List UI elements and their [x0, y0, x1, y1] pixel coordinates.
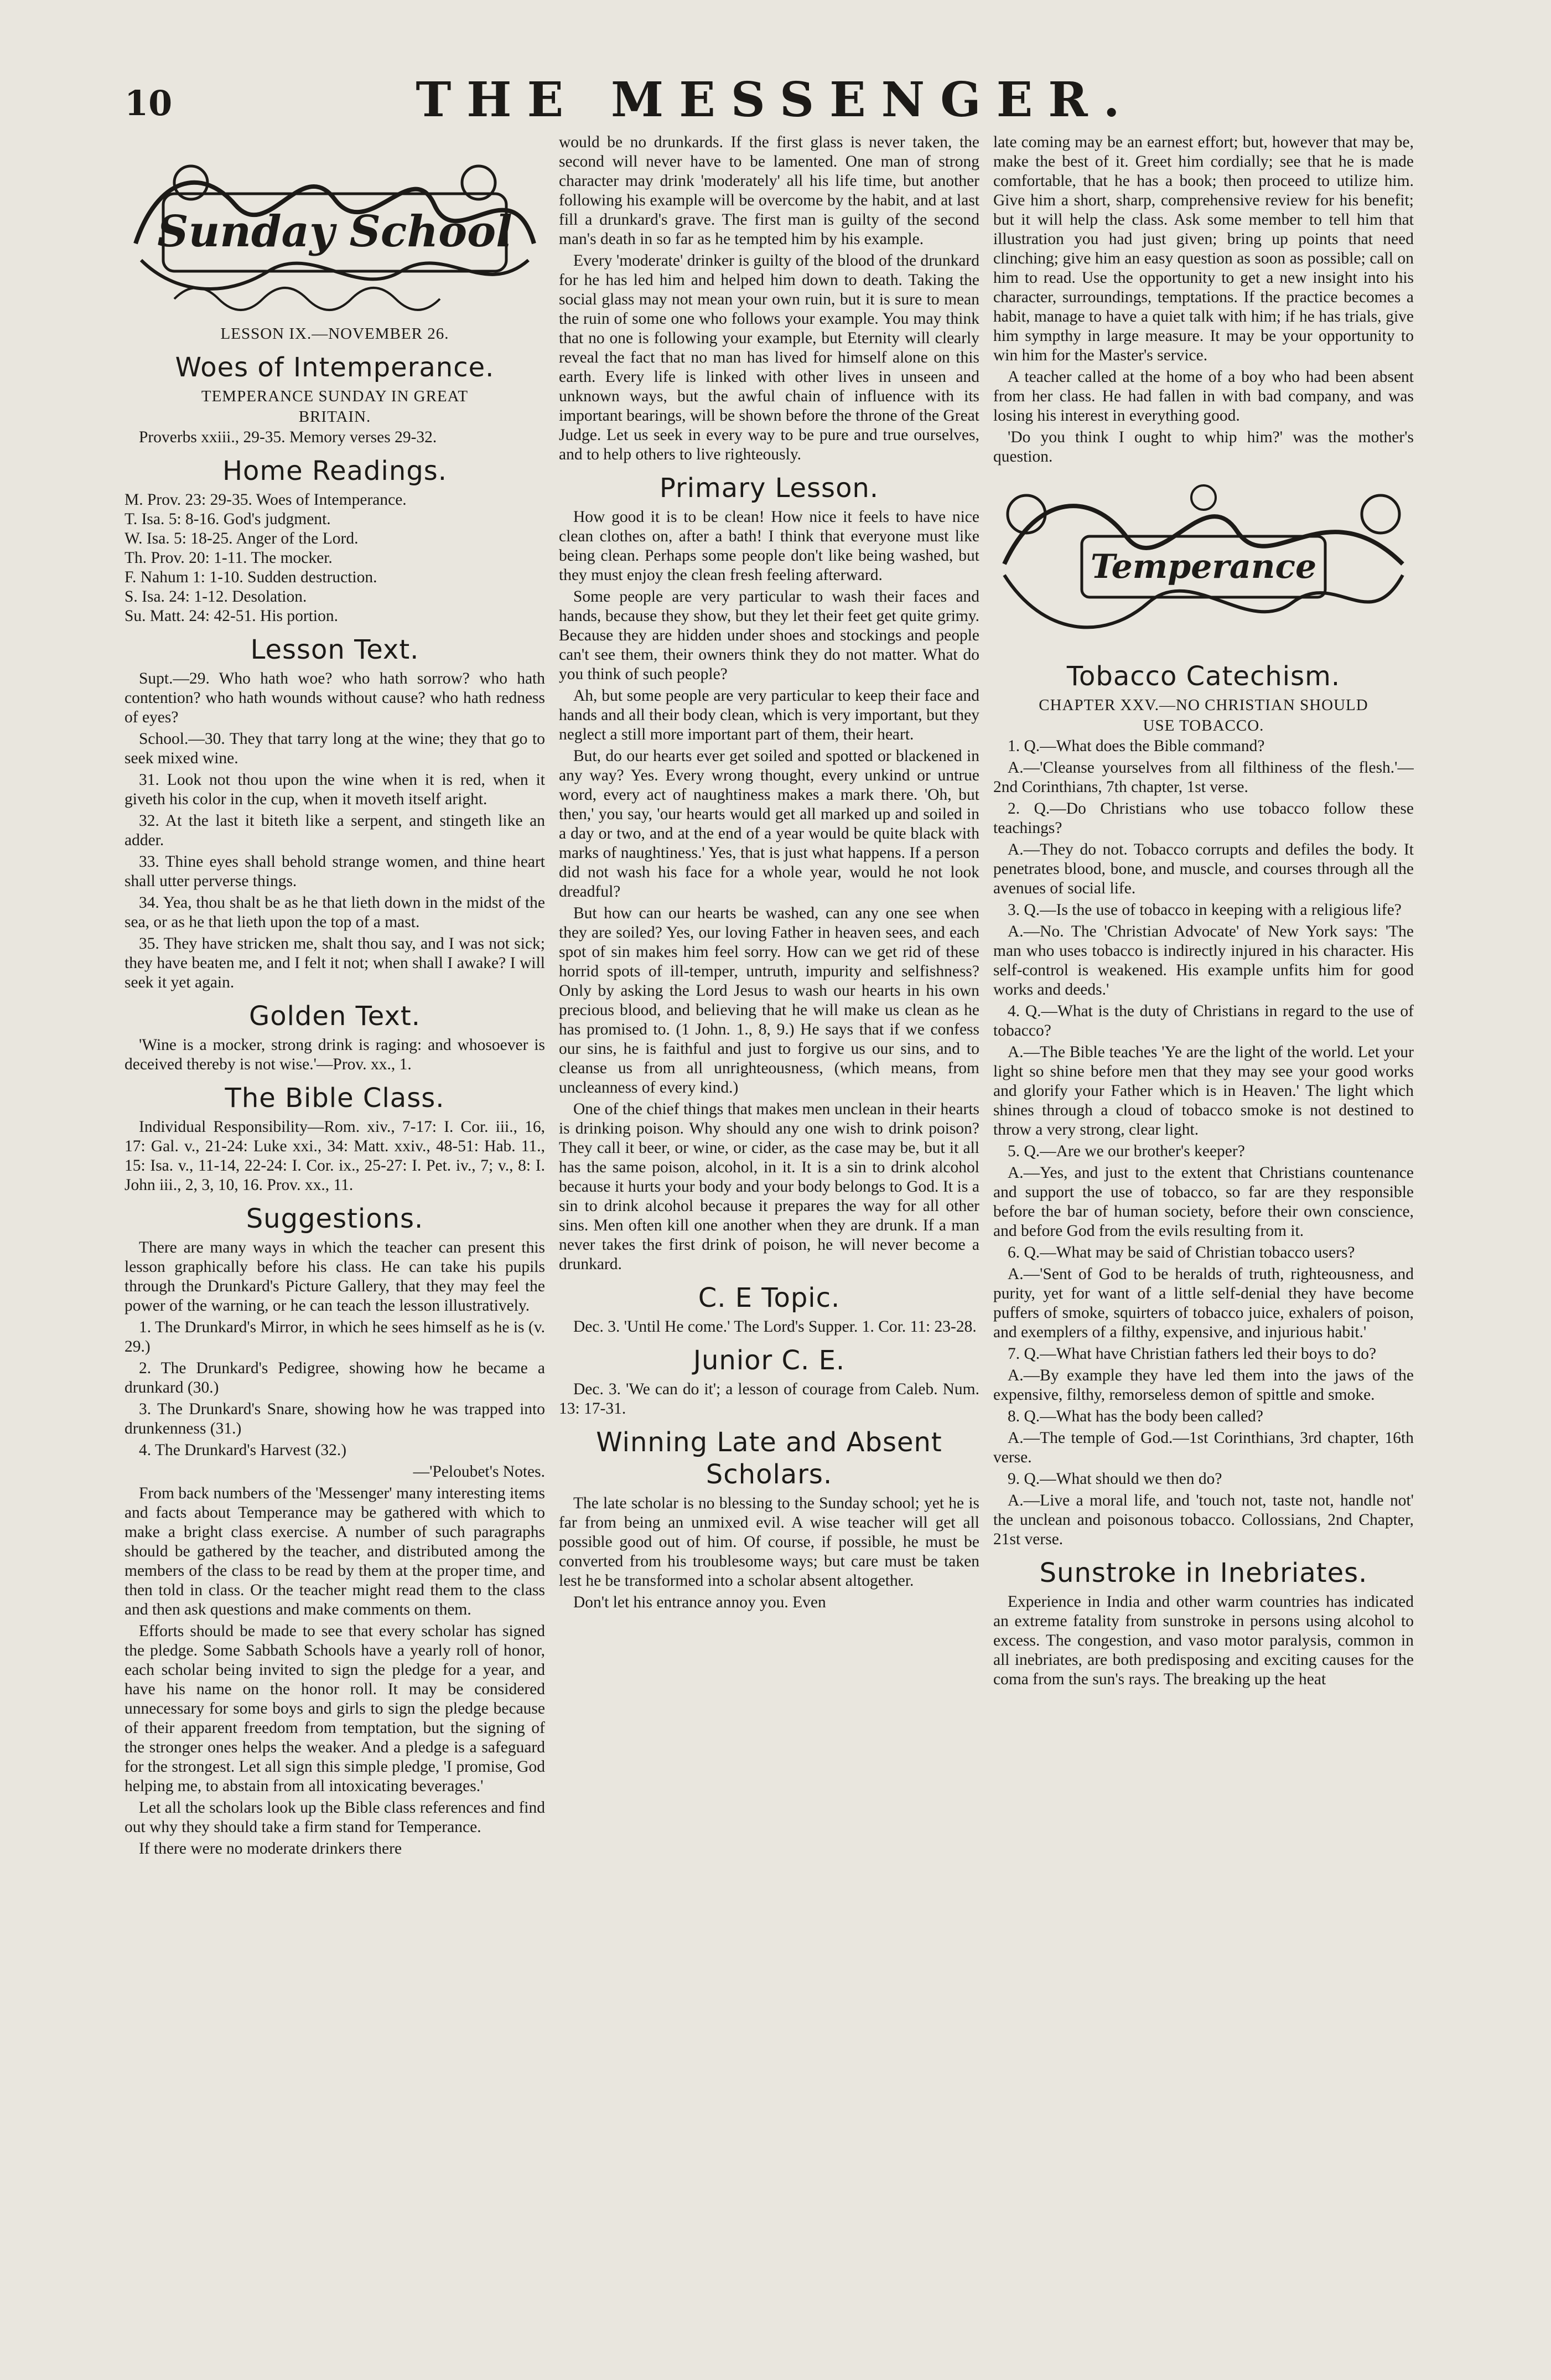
sunday-school-emblem	[125, 133, 545, 321]
sunstroke-text: Experience in India and other warm countries has indicated an extreme fatality from sunstroke in persons using alcohol to excess. The congestion, and vaso motor paralysis, common in all inebriates, are both predisposing and exciting causes for the coma from the sun's rays. The breaking up the heat	[993, 1593, 1414, 1688]
suggestion-paragraph: 2. The Drunkard's Pedigree, showing how he became a drunkard (30.)	[125, 1359, 545, 1396]
home-readings-list	[125, 490, 545, 626]
lesson-verse: Supt.—29. Who hath woe? who hath sorrow? who hath contention? who hath wounds without cause? who hath redness of eyes?	[125, 670, 545, 726]
reading-item: M. Prov. 23: 29-35. Woes of Intemperance.	[125, 491, 407, 509]
bible-class-title: The Bible Class.	[225, 1083, 445, 1114]
lesson-verse: 32. At the last it biteth like a serpent, and stingeth like an adder.	[125, 812, 545, 849]
primary-lesson-title: Primary Lesson.	[659, 473, 879, 504]
suggestions-title: Suggestions.	[246, 1203, 424, 1234]
catechism-line: 4. Q.—What is the duty of Christians in regard to the use of tobacco?	[993, 1002, 1414, 1039]
winning-paragraph: Don't let his entrance annoy you. Even	[573, 1593, 826, 1611]
page-title: THE MESSENGER.	[416, 72, 1135, 128]
catechism-line: A.—No. The 'Christian Advocate' of New York says: 'The man who uses tobacco is indirectly injured in his character. His self-control is weakened. His example unfits him for good works and deeds.'	[993, 923, 1414, 998]
lesson-title: Woes of Intemperance.	[175, 352, 495, 383]
reading-item: Su. Matt. 24: 42-51. His portion.	[125, 607, 338, 625]
intro-paragraph: would be no drunkards. If the first glass is never taken, the second will never have to be lamented. One man of strong character may drink 'moderately' all his life time, but another following his example will be overcome by the habit, and at last fill a drunkard's grave. The first man is guilty of the second man's death in so far as he tempted him by his example.	[559, 133, 979, 248]
catechism-line: A.—By example they have led them into the jaws of the expensive, filthy, remorseless demon of spittle and smoke.	[993, 1367, 1414, 1404]
intro-paragraph: A teacher called at the home of a boy who had been absent from her class. He had fallen in with bad company, and was losing his interest in everything good.	[993, 368, 1414, 425]
winning-title-1: Winning Late and Absent	[596, 1427, 942, 1458]
lesson-verse: 31. Look not thou upon the wine when it is red, when it giveth his color in the cup, when it moveth itself aright.	[125, 771, 545, 808]
catechism-line: 6. Q.—What may be said of Christian tobacco users?	[1008, 1244, 1355, 1261]
primary-paragraph: One of the chief things that makes men unclean in their hearts is drinking poison. Why should any one wish to drink poison? They call it beer, or wine, or cider, as the case may be, but it all has the same poison, alcohol, in it. It is a sin to drink alcohol because it hurts your body and your body belongs to God. It is a sin to drink alcohol because it prepares the way for all other sins. Men often kill one another when they are drunk. If a man never takes the first drink of poison, he will never become a drunkard.	[559, 1100, 979, 1273]
lesson-sub1: TEMPERANCE SUNDAY IN GREAT	[201, 387, 469, 405]
catechism-title: Tobacco Catechism.	[1066, 661, 1341, 692]
suggestion-attribution: —'Peloubet's Notes.	[413, 1463, 545, 1481]
suggestion-paragraph: 3. The Drunkard's Snare, showing how he was trapped into drunkenness (31.)	[125, 1400, 545, 1437]
column-2	[559, 133, 979, 2369]
intro-paragraph: Every 'moderate' drinker is guilty of the blood of the drunkard for he has led him and helped him down to death. Taking the social glass may not mean your own ruin, but it is sure to mean the ruin of some one who follows your example. You may think that no one is following your example, but Eternity will clearly reveal the fact that no man has lived for himself alone on this earth. Every life is linked with other lives in unseen and unknown ways, but the awful chain of influence with its important bearings, will be shown before the throne of the Great Judge. Let us seek in every way to be pure and true ourselves, and to help others to live righteously.	[559, 252, 979, 463]
suggestion-paragraph: From back numbers of the 'Messenger' many interesting items and facts about Temperance may be gathered with which to make a bright class exercise. A number of such paragraphs should be gathered by the teacher, and distributed among the members of the class to be read by them at the proper time, and then told in class. Or the teacher might read them to the class and then ask questions and make comments on them.	[125, 1484, 545, 1618]
catechism-line: 9. Q.—What should we then do?	[1008, 1470, 1222, 1488]
emblem-1-text: Sunday School	[157, 206, 512, 257]
bible-class-text: Individual Responsibility—Rom. xiv., 7-17: I. Cor. iii., 16, 17: Gal. v., 21-24: Luke xxi., 34: Matt. xxiv., 48-51: Hab. 11., 15: Isa. v., 11-14, 22-24: I. Cor. ix., 25-27: I. Pet. iv., 7; v., 8: I. John iii., 2, 3, 10, 16. Prov. xx., 11.	[125, 1118, 545, 1194]
catechism-line: 8. Q.—What has the body been called?	[1008, 1408, 1264, 1425]
suggestion-paragraph: 1. The Drunkard's Mirror, in which he sees himself as he is (v. 29.)	[125, 1318, 545, 1355]
suggestion-paragraph: Efforts should be made to see that every scholar has signed the pledge. Some Sabbath Schools have a yearly roll of honor, each scholar being invited to sign the pledge for a year, and have his name on the honor roll. It may be considered unnecessary for some boys and girls to sign the pledge because of their apparent freedom from temptation, but the signing of the stronger ones helps the weaker. And a pledge is a safeguard for the strongest. Let all sign this simple pledge, 'I promise, God helping me, to abstain from all intoxicating beverages.'	[125, 1622, 545, 1795]
primary-paragraph: But, do our hearts ever get soiled and spotted or blackened in any way? Yes. Every wrong thought, every unkind or untrue word, every act of naughtiness makes a mark there. 'Oh, but then,' you say, 'our hearts would get all marked up and soiled in a day or two, and at the end of a year would be quite black with marks of naughtiness.' Yes, that is just what happens. If a person did not wash his face for a whole year, would he not look dreadful?	[559, 747, 979, 901]
ce-topic-title: C. E Topic.	[698, 1282, 841, 1313]
golden-text-title: Golden Text.	[249, 1001, 421, 1032]
primary-paragraph: Some people are very particular to wash their faces and hands, because they show, but they let their feet get quite grimy. Because they are hidden under shoes and stockings and people can't see them, their owners think they do not matter. What do you think of such people?	[559, 588, 979, 683]
page-header	[0, 72, 1551, 133]
catechism-line: A.—'Cleanse yourselves from all filthiness of the flesh.'—2nd Corinthians, 7th chapter, 1st verse.	[993, 759, 1414, 796]
catechism-qa	[993, 737, 1414, 1549]
lesson-verse: 34. Yea, thou shalt be as he that lieth down in the midst of the sea, or as he that lieth upon the top of a mast.	[125, 894, 545, 931]
lesson-verse: 33. Thine eyes shall behold strange women, and thine heart shall utter perverse things.	[125, 853, 545, 890]
catechism-line: 1. Q.—What does the Bible command?	[1008, 737, 1265, 755]
ornament-icon	[993, 470, 1414, 653]
catechism-line: 7. Q.—What have Christian fathers led their boys to do?	[1008, 1345, 1377, 1363]
page-number: 10	[125, 83, 173, 123]
catechism-line: 2. Q.—Do Christians who use tobacco follow these teachings?	[993, 800, 1414, 837]
suggestion-paragraph: 4. The Drunkard's Harvest (32.)	[139, 1441, 347, 1459]
emblem-2-text: Temperance	[1090, 547, 1317, 586]
golden-text: 'Wine is a mocker, strong drink is raging: and whosoever is deceived thereby is not wise.'—Prov. xx., 1.	[125, 1036, 545, 1073]
lesson-text-title: Lesson Text.	[250, 634, 419, 665]
catechism-sub1: CHAPTER XXV.—NO CHRISTIAN SHOULD	[1039, 696, 1368, 714]
catechism-sub2: USE TOBACCO.	[1143, 717, 1264, 734]
intro-paragraph: late coming may be an earnest effort; but, however that may be, make the best of it. Greet him cordially; see that he is made comfortable, that he has a book; then proceed to utilize him. Give him a short, sharp, comprehensive review for his benefit; but it will help the class. Ask some member to tell him that illustration you had just given; bring up points that need clinching; give him an easy question as soon as possible; call on him to read. Use the opportunity to get a new insight into his character, surroundings, temptations. If the practice becomes a habit, manage to have a quiet talk with him; if he has trials, give him sympthy in large measure. It may be your opportunity to win him for the Master's service.	[993, 133, 1414, 364]
column-3	[993, 133, 1414, 2369]
ornament-icon	[125, 133, 545, 321]
lesson-ref: Proverbs xxiii., 29-35. Memory verses 29-32.	[139, 428, 437, 446]
intro-paragraph: 'Do you think I ought to whip him?' was the mother's question.	[993, 428, 1414, 465]
home-readings-title: Home Readings.	[222, 456, 448, 487]
catechism-line: A.—Yes, and just to the extent that Christians countenance and support the use of tobacco, so far are they responsible before the bar of human society, before their own conscience, and before God from the evils resulting from it.	[993, 1164, 1414, 1240]
sunstroke-title: Sunstroke in Inebriates.	[1039, 1558, 1368, 1589]
lesson-verse: 35. They have stricken me, shalt thou say, and I was not sick; they have beaten me, and I felt it not; when shall I awake? I will seek it yet again.	[125, 935, 545, 991]
primary-paragraph: Ah, but some people are very particular to keep their face and hands and all their body clean, which is very important, but they neglect a still more important part of them, their heart.	[559, 687, 979, 743]
catechism-line: 5. Q.—Are we our brother's keeper?	[1008, 1142, 1245, 1160]
winning-title-2: Scholars.	[706, 1459, 833, 1490]
catechism-line: A.—Live a moral life, and 'touch not, taste not, handle not' the unclean and poisonous tobacco. Collossians, 2nd Chapter, 21st verse.	[993, 1492, 1414, 1548]
catechism-line: A.—The temple of God.—1st Corinthians, 3rd chapter, 16th verse.	[993, 1429, 1414, 1466]
primary-paragraph: How good it is to be clean! How nice it feels to have nice clean clothes on, after a bath! I think that everyone must like being clean. Perhaps some people don't like being washed, but they must enjoy the clean fresh feeling afterward.	[559, 508, 979, 584]
lesson-verse: School.—30. They that tarry long at the wine; they that go to seek mixed wine.	[125, 730, 545, 767]
ce-topic-text: Dec. 3. 'Until He come.' The Lord's Supper. 1. Cor. 11: 23-28.	[573, 1318, 977, 1336]
suggestion-paragraph: If there were no moderate drinkers there	[139, 1840, 402, 1858]
reading-item: W. Isa. 5: 18-25. Anger of the Lord.	[125, 530, 359, 547]
suggestion-paragraph: Let all the scholars look up the Bible class references and find out why they should take a firm stand for Temperance.	[125, 1799, 545, 1836]
lesson-label: LESSON IX.—NOVEMBER 26.	[220, 325, 449, 343]
catechism-line: 3. Q.—Is the use of tobacco in keeping with a religious life?	[1008, 901, 1402, 919]
junior-ce-title: Junior C. E.	[693, 1345, 845, 1376]
reading-item: Th. Prov. 20: 1-11. The mocker.	[125, 549, 333, 567]
catechism-line: A.—They do not. Tobacco corrupts and defiles the body. It penetrates blood, bone, and muscle, and courses through all the avenues of social life.	[993, 841, 1414, 897]
winning-paragraph: The late scholar is no blessing to the Sunday school; yet he is far from being an unmixed evil. A wise teacher will get all possible good out of him. Of course, if possible, he must be converted from his troublesome ways; but care must be taken lest he be transformed into a scholar absent altogether.	[559, 1494, 979, 1590]
reading-item: S. Isa. 24: 1-12. Desolation.	[125, 588, 307, 606]
catechism-line: A.—The Bible teaches 'Ye are the light of the world. Let your light so shine before men that they may see your good works and glorify your Father which is in Heaven.' The light which shines through a cloud of tobacco smoke is not destined to throw a very strong, clear light.	[993, 1043, 1414, 1139]
column-1	[125, 133, 545, 2369]
suggestion-paragraph: There are many ways in which the teacher can present this lesson graphically before his class. He can take his pupils through the Drunkard's Picture Gallery, that they may feel the power of the warning, or he can teach the lesson illustratively.	[125, 1239, 545, 1315]
catechism-line: A.—'Sent of God to be heralds of truth, righteousness, and purity, yet for want of a little self-denial they have become puffers of smoke, squirters of tobacco juice, exhalers of poison, and exemplers of a filthy, expensive, and injurious habit.'	[993, 1265, 1414, 1341]
lesson-sub2: BRITAIN.	[298, 408, 371, 426]
temperance-emblem	[993, 470, 1414, 653]
primary-paragraph: But how can our hearts be washed, can any one see when they are soiled? Yes, our loving Father in heaven sees, and each spot of sin makes him feel sorry. How can we get rid of these horrid spots of ill-temper, untruth, impurity and selfishness? Only by asking the Lord Jesus to wash our hearts in his own precious blood, and believing that he will make us clean as he has promised to. (1 John. 1., 8, 9.) He says that if we confess our sins, he is faithful and just to forgive us our sins, and to cleanse us from all unrighteousness, (which means, from uncleanness of every kind.)	[559, 904, 979, 1096]
junior-ce-text: Dec. 3. 'We can do it'; a lesson of courage from Caleb. Num. 13: 17-31.	[559, 1380, 979, 1417]
reading-item: F. Nahum 1: 1-10. Sudden destruction.	[125, 568, 377, 586]
reading-item: T. Isa. 5: 8-16. God's judgment.	[125, 510, 331, 528]
